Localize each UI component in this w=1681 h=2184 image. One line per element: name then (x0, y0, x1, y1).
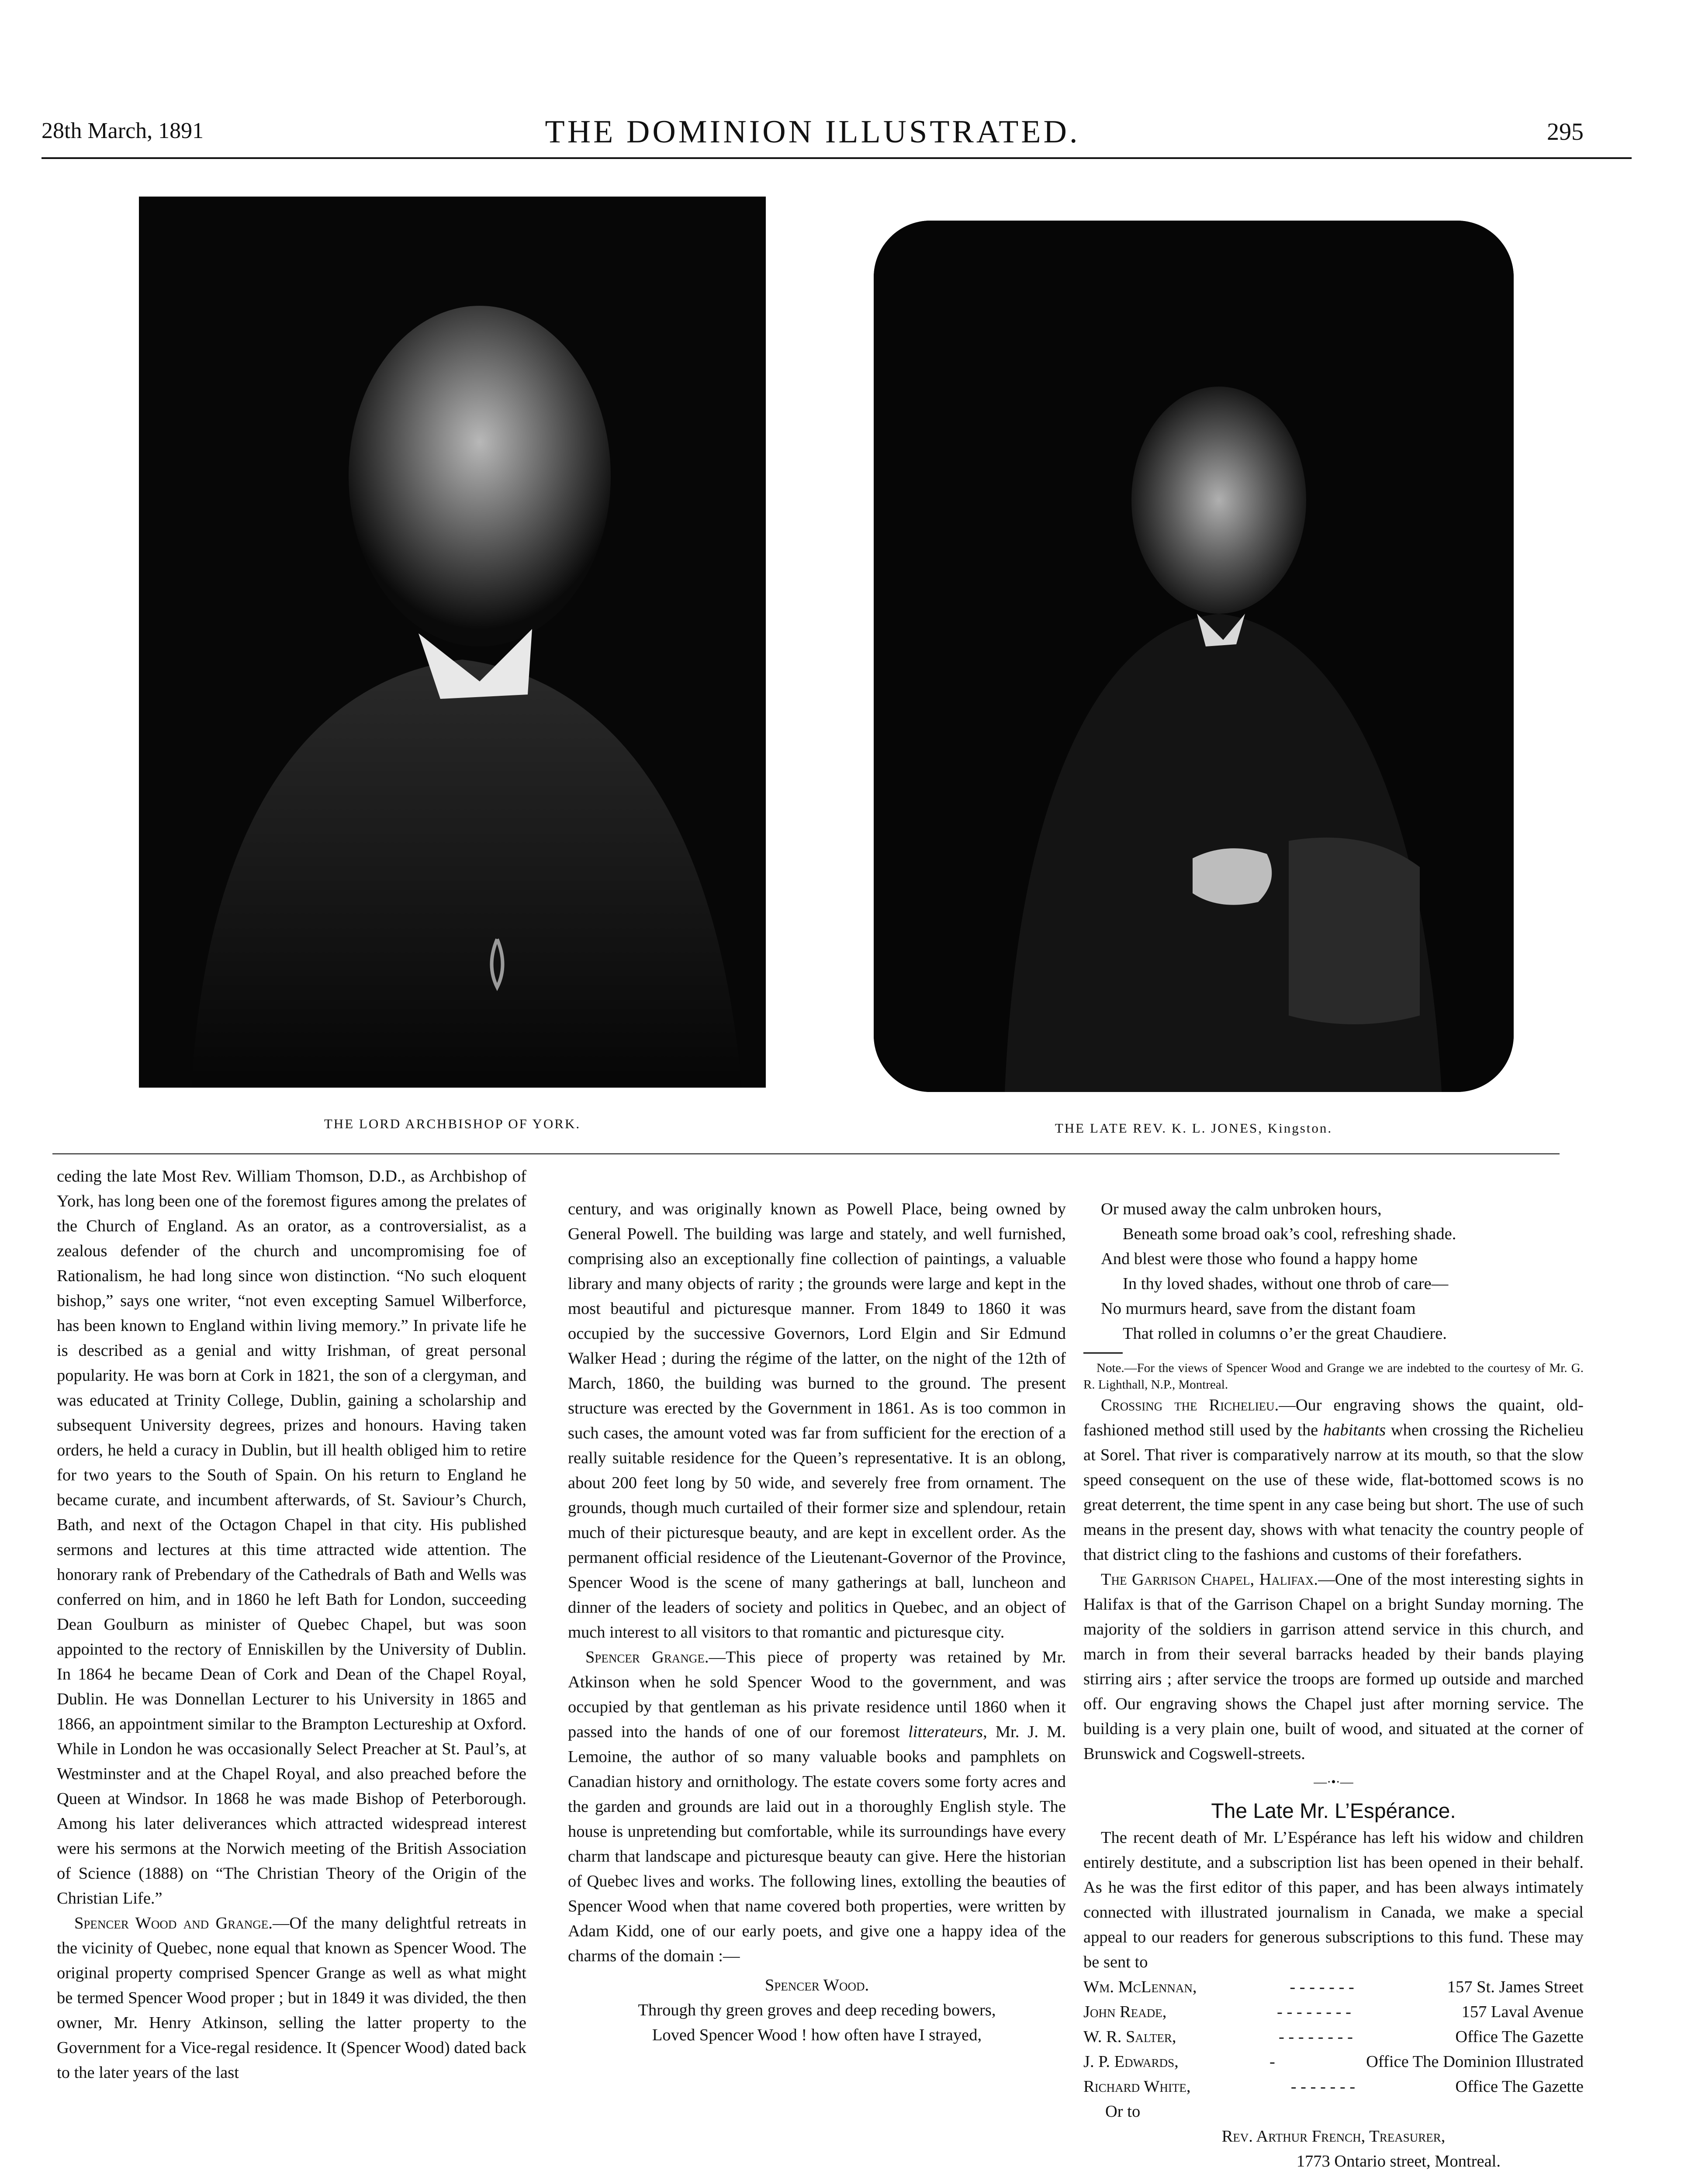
richelieu-lead: Crossing the Richelieu. (1101, 1396, 1279, 1414)
garrison-lead: The Garrison Chapel, Halifax. (1101, 1570, 1318, 1589)
subscriber-address: Office The Gazette (1455, 2028, 1584, 2046)
spencer-grange-italic: litterateurs (908, 1723, 983, 1741)
caption-rev-jones: THE LATE REV. K. L. JONES, Kingston. (1055, 1120, 1333, 1136)
spencer-grange-paragraph (568, 1645, 1066, 1969)
caption-archbishop: THE LORD ARCHBISHOP OF YORK. (324, 1116, 581, 1131)
spencer-wood-continued: century, and was originally known as Powell Place, being owned by General Powell. The building was large and stately, and well furnished, comprising also an exceptionally fine collection of paintings, a valuable library and many objects of rarity ; the grounds were large and kept in the most beautiful and picturesque manner. From 1849 to 1860 it was occupied by the successive Governors, Lord Elgin and Sir Edmund Walker Head ; during the régime of the latter, on the night of the 12th of March, 1860, the building was burned to the ground. The present structure was erected by the Government in 1861. As is too common in such cases, the amount voted was far from sufficient for the erection of a really suitable residence for the Queen’s representative. It is an oblong, about 200 feet long by 50 wide, and severely free from ornament. The grounds, though much curtailed of their former size and splendour, retain much of their picturesque beauty, and are kept in excellent order. As the permanent official residence of the Lieutenant-Governor of the Province, Spencer Wood is the scene of many gatherings at ball, luncheon and dinner of the leaders of society and politics in Quebec, and an object of much interest to all visitors to that romantic and picturesque city. (568, 1200, 1066, 1641)
publication-title: THE DOMINION ILLUSTRATED. (545, 114, 1080, 150)
subscriber-address: Office The Dominion Illustrated (1366, 2053, 1584, 2071)
spencer-grange-text-b: , Mr. J. M. Lemoine, the author of so many valuable books and pamphlets on Canadian history and ornithology. The estate covers some forty acres and the garden and grounds are laid out in a thoroughly English style. The house is unpretending but comfortable, while its surroundings have every charm that landscape and picturesque beauty can give. Here the historian of Quebec lives and works. The following lines, extolling the beauties of Spencer Wood when that name covered both properties, were written by Adam Kidd, one of our early poets, and give one a happy idea of the charms of the domain :— (568, 1723, 1066, 1965)
treasurer-address: 1773 Ontario street, Montreal. (1296, 2152, 1501, 2170)
page-header (42, 109, 1584, 149)
leader-dots: - - - - - - - - (1278, 2028, 1353, 2046)
subscriber-name: Richard White, (1083, 2077, 1191, 2096)
note-rule (1083, 1352, 1123, 1354)
leader-dots: - (1269, 2053, 1275, 2071)
subscriber-name: W. R. Salter, (1083, 2028, 1176, 2046)
garrison-text: —One of the most interesting sights in Halifax is that of the Garrison Chapel on a bright Sunday morning. The majority of the soldiers in garrison attend service in this church, and march in from their several barracks headed by their bands playing stirring airs ; after service the troops are formed up outside and marched off. Our engraving shows the Chapel just after morning service. The building is a very plain one, built of wood, and situated at the corner of Brunswick and Cogswell-streets. (1083, 1570, 1584, 1763)
poem-stanza-start (568, 1998, 1066, 2048)
richelieu-italic: habitants (1323, 1421, 1386, 1439)
richelieu-paragraph (1083, 1393, 1584, 1567)
section-rule (52, 1153, 1560, 1154)
poem-line: Or mused away the calm unbroken hours, (1101, 1200, 1382, 1218)
column-1 (57, 1164, 526, 2085)
spencer-wood-paragraph (57, 1911, 526, 2085)
subscriber-name: John Reade, (1083, 2003, 1167, 2021)
poem-line: That rolled in columns o’er the great Chaudiere. (1123, 1324, 1447, 1343)
spencer-wood-text: —Of the many delightful retreats in the vicinity of Quebec, none equal that known as Spencer Wood. The original property comprised Spencer Grange as well as what might be termed Spencer Wood proper ; but in 1849 it was divided, the then owner, Mr. Henry Atkinson, selling the latter property to the Government for a Vice-regal residence. It (Spencer Wood) dated back to the later years of the last (57, 1914, 526, 2082)
issue-date: 28th March, 1891 (42, 118, 204, 143)
illustration-note: Note.—For the views of Spencer Wood and Grange we are indebted to the courtesy of Mr. G. R. Lighthall, N.P., Montreal. (1083, 1361, 1584, 1392)
subscriber-row (1083, 1975, 1584, 2000)
poem-line: In thy loved shades, without one throb of care— (1123, 1275, 1449, 1293)
subscriber-row (1083, 2074, 1584, 2099)
lesperance-heading: The Late Mr. L’Espérance. (1211, 1800, 1456, 1823)
subscriber-address: Office The Gazette (1455, 2077, 1584, 2096)
page-number: 295 (1547, 118, 1584, 145)
poem-stanza-end (1083, 1197, 1584, 1346)
leader-dots: - - - - - - - (1290, 2077, 1356, 2096)
richelieu-text-a: —Our engraving shows the quaint, old-fashioned method still used by the (1083, 1396, 1584, 1439)
spencer-wood-lead: Spencer Wood and Grange. (74, 1914, 273, 1932)
leader-dots: - - - - - - - - (1277, 2003, 1351, 2021)
poem-line: Loved Spencer Wood ! how often have I strayed, (652, 2026, 982, 2044)
header-rule (42, 157, 1632, 159)
poem-line: Beneath some broad oak’s cool, refreshing shade. (1123, 1225, 1456, 1243)
poem-title: Spencer Wood. (764, 1976, 869, 1994)
subscriber-row (1083, 2000, 1584, 2025)
subscriber-address: 157 Laval Avenue (1461, 2003, 1584, 2021)
spencer-grange-text-a: —This piece of property was retained by Mr. Atkinson when he sold Spencer Wood to the government, and was occupied by that gentleman as his private residence until 1860 when it passed into the hands of one of our foremost (568, 1648, 1066, 1741)
poem-line: Through thy green groves and deep receding bowers, (638, 2001, 996, 2019)
subscriber-address: 157 St. James Street (1447, 1978, 1584, 1996)
or-to: Or to (1105, 2102, 1141, 2121)
archbishop-paragraph: ceding the late Most Rev. William Thomson, D.D., as Archbishop of York, has long been one of the foremost figures among the prelates of the Church of England. As an orator, as a controversialist, as a zealous defender of the church and uncompromising foe of Rationalism, he had long since won distinction. “No such eloquent bishop,” says one writer, “not even excepting Samuel Wilberforce, has been known to England within living memory.” In private life he is described as a genial and witty Irishman, of great personal popularity. He was born at Cork in 1821, the son of a clergyman, and was educated at Trinity College, Dublin, gaining a scholarship and subsequent University degrees, prizes and honours. Having taken orders, he held a curacy in Dublin, but ill health obliged him to retire for two years to the South of Spain. On his return to England he became curate, and incumbent afterwards, of St. Saviour’s Church, Bath, and next of the Octagon Chapel in that city. His published sermons and lectures at this time attracted wide attention. The honorary rank of Prebendary of the Cathedrals of Bath and Wells was conferred on him, and in 1860 he left Bath for London, succeeding Dean Goulburn as minister of Quebec Chapel, but was soon appointed to the rectory of Enniskillen by the University of Dublin. In 1864 he became Dean of Cork and Dean of the Chapel Royal, Dublin. He was Donnellan Lecturer to his University in 1865 and 1866, an appointment similar to the Brampton Lectureship at Oxford. While in London he was occasionally Select Preacher at St. Paul’s, at Westminster and at the Chapel Royal, and also preached before the Queen at Windsor. In 1868 he was made Bishop of Peterborough. Among his later deliverances which attracted widespread interest were his sermons at the Norwich meeting of the British Association of Science (1888) on “The Christian Theory of the Origin of the Christian Life.” (57, 1167, 526, 1908)
leader-dots: - - - - - - - (1290, 1978, 1354, 1996)
column-2 (568, 1197, 1066, 2048)
poem-line: And blest were those who found a happy home (1101, 1250, 1418, 1268)
treasurer-name: Rev. Arthur French, Treasurer, (1221, 2127, 1446, 2146)
section-ornament: —·•·— (1314, 1775, 1353, 1789)
lesperance-paragraph: The recent death of Mr. L’Espérance has left his widow and children entirely destitute, and a subscription list has been opened in their behalf. As he was the first editor of this paper, and has been always intimately connected with illustrated journalism in Canada, we make a special appeal to our readers for generous subscriptions to this fund. These may be sent to (1083, 1828, 1584, 1971)
column-3 (1083, 1197, 1584, 2174)
subscriber-row (1083, 2049, 1584, 2074)
garrison-paragraph (1083, 1567, 1584, 1766)
archbishop-portrait (139, 197, 766, 1088)
spencer-grange-lead: Spencer Grange. (585, 1648, 709, 1666)
rev-jones-portrait (874, 221, 1514, 1092)
subscriber-name: J. P. Edwards, (1083, 2053, 1179, 2071)
subscriber-row (1083, 2025, 1584, 2049)
subscriber-list (1083, 1975, 1584, 2099)
subscriber-name: Wm. McLennan, (1083, 1978, 1197, 1996)
richelieu-text-b: when crossing the Richelieu at Sorel. That river is comparatively narrow at its mouth, so that the slow speed consequent on the use of these wide, flat-bottomed scows is no great deterrent, the time spent in any case being but short. The use of such means in the present day, shows with what tenacity the country people of that district cling to the fashions and customs of their forefathers. (1083, 1421, 1584, 1564)
poem-line: No murmurs heard, save from the distant foam (1101, 1299, 1416, 1318)
